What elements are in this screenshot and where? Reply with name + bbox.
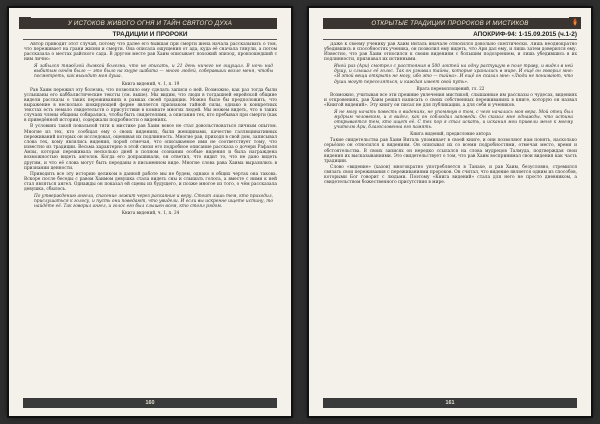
paragraph: Слово «видение» (хазон) многократно употребляется в Танахе, и рав Хаим, безусловно, стремился связать свои переживания с переживаниями пророков. Он считал, что видение является одним из способов, которыми Бог говорит с людьми. Поэтому «Книга видений» стала для него не просто дневником, а свидетельством божественного присутствия в мире. bbox=[324, 164, 577, 186]
section-title: АПОКРИФ-94: 1-15.09.2015 (ч.1-2) bbox=[323, 30, 577, 40]
quote-source: Книга видений, предисловие автора bbox=[410, 131, 491, 137]
block-quote: Я забылся тяжёлой дымкой болезни, что не описать, и 21 день ничего не ощущал. В ночь над выбитым огнём было — это было на кнуре шабата — много людей, соберавших возле меня, чтобы посмотреть, как выходит моя душа. bbox=[34, 64, 273, 80]
page-number: 161 bbox=[323, 398, 577, 408]
left-page bbox=[9, 8, 291, 416]
candle-flame-icon bbox=[569, 17, 581, 29]
quote-source: Книга видений, ч. 1, п. 19 bbox=[121, 80, 180, 86]
right-page bbox=[309, 8, 591, 416]
page-number: 160 bbox=[23, 398, 277, 408]
section-title: ТРАДИЦИИ И ПРОРОКИ bbox=[23, 30, 277, 40]
block-quote: Иной раз (Ари) смотрел с расстояния в 500 локтей на одну растущую в поле траву, и видел в ней душу, и слышал её голос. Так он узнавал тайны, которые хранились в мире. И ещё он говорил мне: «Я этой вещи открыть не могу, ибо это — тайна». И ещё он сказал мне: «Люди не понимают, что души могут переселяться, и каждая имеет свой путь». bbox=[334, 64, 573, 85]
paragraph: Автор приводит этот случай, потому что далее его бывшая при смерти жена начала рассказывать о том, что переживает на грани жизни и смерти. Она описала ощущения от ада, куда её сначала тянули, а потом рассказала о местах райского сада. В другом месте рав Хаим описывает похожий эпизод, произошедший с ним лично: bbox=[24, 42, 277, 63]
running-header-banner: ОТКРЫТЫЕ ТРАДИЦИИ ПРОРОКОВ И МИСТИКОВ bbox=[323, 18, 577, 29]
block-quote: По утверждению ангела, спасение лежит через раскаяние и веру. Стоит лишь тем, кто приходил, прислушаться к голосу, и пусть они поведают, что увидели. И если вы искренне ищете истину, то найдёте её. Так говорил ангел, и голос его был слышен всем, кто стоял рядом. bbox=[34, 193, 273, 210]
paragraph: В условиях такой повальной тяги к мистике рав Хаим вовсе не стал довольствоваться личным опытом. Многие из тех, кто сообщал ему о своих видениях, были женщинами, качество галлюцинативных переживаний которых он исследовал, оценивая их подлинность. Многие рав, приходя в свой дом, записывал слова тех, кому являлись видения, порой отмечая, что описываемое ими не соответствует тому, что известно из традиции. Весьма характерно в этой связи его подробное описание рассказа о дочери Рафаэля Амзы, которая переживала несколько дней в полном сознании особые видения и была награждена возможностью видеть ангелов. Когда его допрашивали, он ответил, что видит то, что не дано видеть другим, и что её слова могут быть переданы в письменном виде. Многие слова рава Хаима выразились в признании ценности. bbox=[24, 124, 277, 171]
paragraph: Приводить все эту историю целиком в данной работе мы не будем, однако в общих чертах она такова. Вскоре после беседы с равом Хаимом девушка стала видеть сны и слышать голоса, а вместе с ними к ней стал являться ангел. Однажды он показал ей сцены из будущего, и позже многое из того, о чём рассказала девушка, сбылось. bbox=[24, 171, 277, 193]
quote-source: Врата перевоплощений, гл. 22 bbox=[416, 85, 485, 91]
page-body-text bbox=[324, 42, 577, 392]
page-body-text bbox=[24, 42, 277, 392]
running-header-banner: У ИСТОКОВ ЖИВОГО ОГНЯ И ТАЙН СВЯТОГО ДУХА bbox=[23, 18, 277, 29]
quote-source: Книга видений, ч. 1, п. 24 bbox=[121, 210, 180, 216]
paragraph: Возможно, учитывая все эти прежние увлечения мистикой, слышанные им рассказы о чудесах, видениях и откровениях, рав Хаим решил написать о своих собственных переживаниях в книге, которую он назвал «Книгой видений». Эту книгу он писал не для публикации, а для себя и учеников. bbox=[324, 92, 577, 109]
paragraph: Такие свидетельства рав Хаим Виталь упоминает в своей книге, и они позволяют нам понять, насколько серьёзно он относился к видениям. Он описывал их со всеми подробностями, отмечая место, время и обстоятельства. В своих записях он нередко ссылался на слова мудрецов Талмуда, подтверждая свои видения их высказываниями. Это свидетельствует о том, что рав Хаим воспринимал свои видения как часть традиции. bbox=[324, 138, 577, 164]
block-quote: Я не могу начать повесть о видениях, не упомянув о том, с чего началась моя вера. Мой отец был мудрым человеком, и я видел, как он соблюдал заповеди. Он сказал мне однажды, что истина открывается тем, кто ищет её. С тех пор я стал искать, и искания мои привели меня к моему учителю Ари, благословенна его память. bbox=[334, 109, 573, 131]
paragraph: Даже к своему ученику рав Хаим Виталь вначале относился довольно скептически. Лишь неоднократно убедившись в способностях ученика, он позволил ему видеть, что Ари дал ему, и лишь затем доверился ему. Известно, что рав Хаим относился к своим видениям с большим подозрением, и лишь убедившись в их подлинности, признавал их истинными. bbox=[324, 42, 577, 63]
paragraph: Рав Хаим пережил эту болезнь, что позволило ему сделать записи о ней. Возможно, как раз тогда были услышаны его каббалистические тексты (см. выше). Мы видим, что люди в тогдашней еврейской общине видели рассказы о таких переживаниях в рамках своей традиции. Можно было бы предположить, что выражение в несколько шокирующей форме является признаком тайной силы, однако в конкретных текстах есть немало свидетельств о присутствии в комнате многих людей. Мы можем видеть, что в таких случаях члены общины собирались, чтобы быть свидетелями, а описания тех, кто пребывал при смерти (как в приведённой истории), содержали подробности о видениях. bbox=[24, 87, 277, 124]
